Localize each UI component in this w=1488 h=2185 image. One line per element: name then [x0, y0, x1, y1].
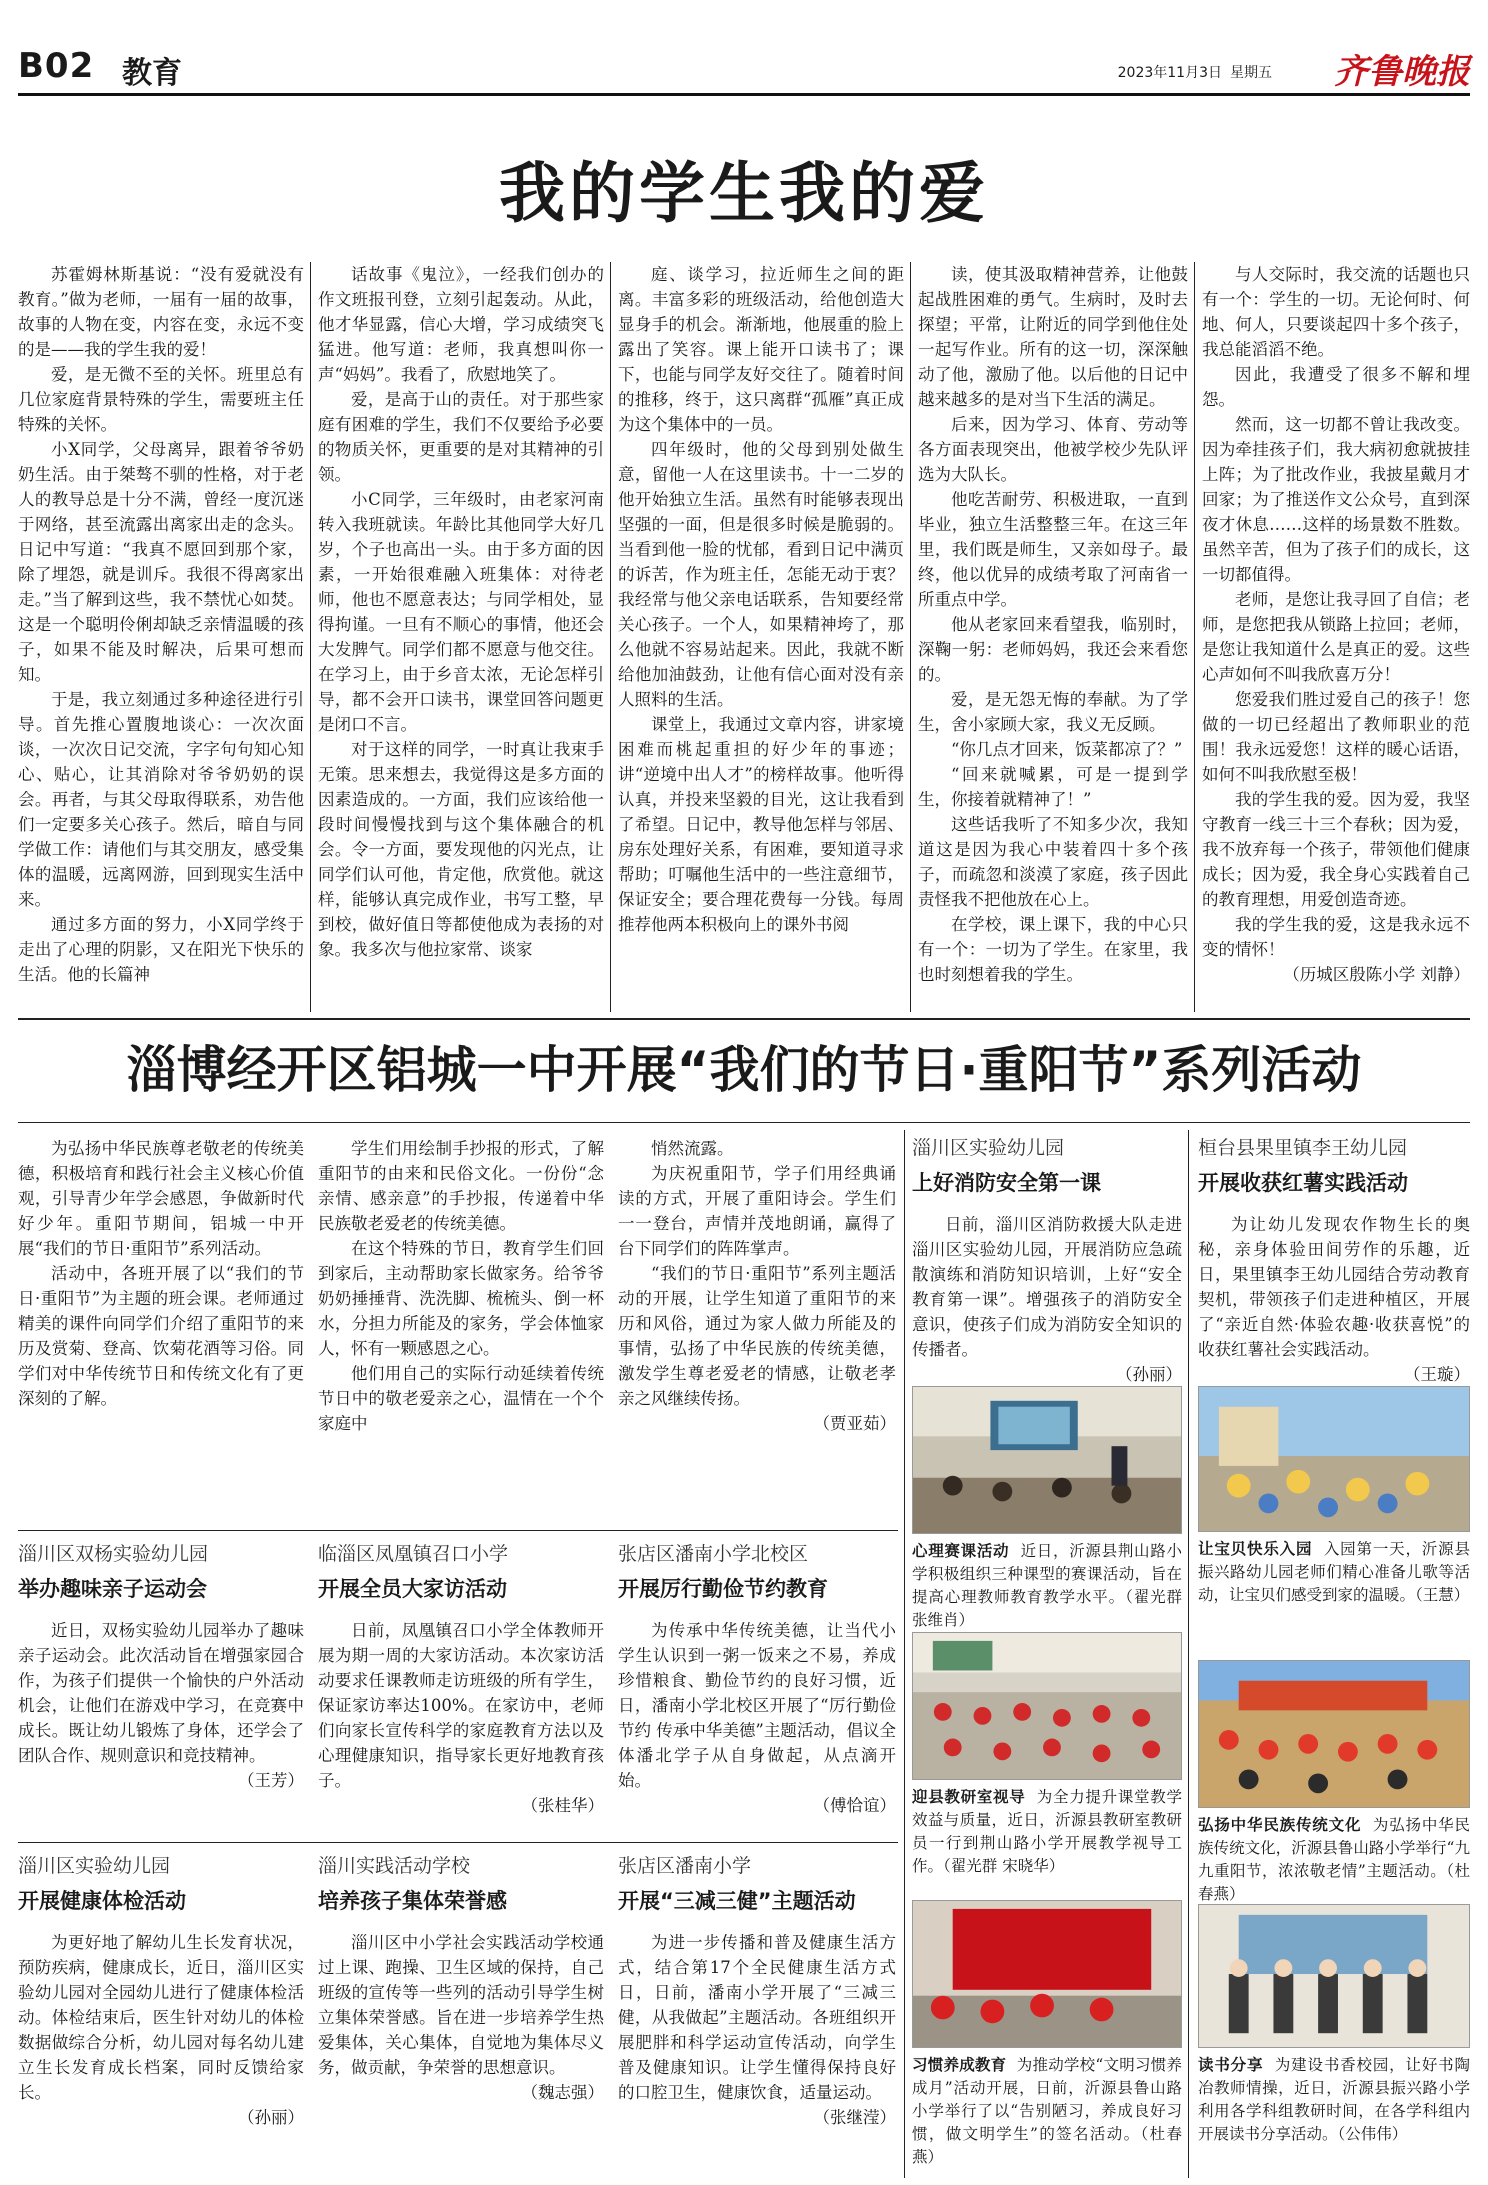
paragraph: 我的学生我的爱。因为爱，我坚守教育一线三十三个春秋；因为爱，我不放弃每一个孩子，带领他们健康成长；因为爱，我全身心实践着自己的教育理想，用爱创造奇迹。 [1202, 790, 1470, 909]
article1-col5 [1202, 262, 1470, 987]
paragraph: 他从老家回来看望我，临别时，深鞠一躬：老师妈妈，我还会来看您的。 [918, 615, 1188, 684]
caption-signature: （王慧） [1415, 1586, 1470, 1604]
caption-title: 习惯养成教育 [912, 2056, 1007, 2074]
paragraph: 小C同学，三年级时，由老家河南转入我班就读。年龄比其他同学大好几岁，个子也高出一头。由于多方面的因素，一开始很难融入班集体：对待老师，他也不愿意表达；与同学相处，显得拘谨。一旦有不顺心的事情，他还会大发脾气。同学们都不愿意与他交往。在学习上，由于乡音太浓，无论怎样引导，都不会开口读书，课堂回答问题更是闭口不言。 [318, 490, 604, 734]
brief-org: 临淄区凤凰镇召口小学 [318, 1543, 509, 1565]
brief-zhaokou-school [318, 1542, 604, 1818]
brief-title: 上好消防安全第一课 [912, 1171, 1101, 1195]
paragraph: 爱，是无微不至的关怀。班里总有几位家庭背景特殊的学生，需要班主任特殊的关怀。 [18, 365, 304, 434]
paragraph: 后来，因为学习、体育、劳动等各方面表现突出，他被学校少先队评选为大队长。 [918, 415, 1188, 484]
caption-habit [912, 2054, 1182, 2169]
section-rule [18, 1122, 1470, 1123]
brief-title: 培养孩子集体荣誉感 [318, 1889, 507, 1913]
article2-signature: （贾亚茹） [813, 1414, 896, 1433]
paragraph: 苏霍姆林斯基说：“没有爱就没有教育。”做为老师，一届有一届的故事，故事的人物在变，内容在变，永远不变的是——我的学生我的爱！ [18, 265, 304, 359]
photo-teaching-inspection [912, 1632, 1182, 1780]
brief-signature: （魏志强） [521, 2083, 604, 2102]
caption-signature: （翟光群 张维肖） [912, 1588, 1182, 1629]
caption-kindergarten [1198, 1538, 1470, 1607]
brief-body: 为传承中华传统美德，让当代小学生认识到一粥一饭来之不易，养成珍惜粮食、勤俭节约的良好习惯，近日，潘南小学北校区开展了“厉行勤俭节约 传承中华美德”主题活动，倡议全体潘北学子从自身做起，从点滴开始。 [618, 1621, 896, 1790]
paragraph: 课堂上，我通过文章内容，讲家境困难而桃起重担的好少年的事迹；讲“逆境中出人才”的榜样故事。他听得认真，并投来坚毅的目光，这让我看到了希望。日记中，教导他怎样与邻居、房东处理好关系，有困难，要知道寻求帮助；叮嘱他生活中的一些注意细节，保证安全；要合理花费每一分钱。每周推荐他两本积极向上的课外书阅 [618, 715, 904, 934]
paragraph: “回来就喊累，可是一提到学生，你接着就精神了！” [918, 765, 1188, 809]
paragraph: 老师，是您让我寻回了自信；老师，是您把我从锁路上拉回；老师，是您让我知道什么是真正的爱。这些心声如何不叫我欣喜万分！ [1202, 590, 1470, 684]
brief-body: 日前，凤凰镇召口小学全体教师开展为期一周的大家访活动。本次家访活动要求任课教师走访班级的所有学生，保证家访率达100%。在家访中，老师们向家长宣传科学的家庭教育方法以及心理健康知识，指导家长更好地教育孩子。 [318, 1621, 604, 1790]
caption-title: 读书分享 [1198, 2056, 1264, 2074]
paragraph: 为庆祝重阳节，学子们用经典诵读的方式，开展了重阳诗会。学生们一一登台，声情并茂地朗诵，赢得了台下同学们的阵阵掌声。 [618, 1164, 896, 1258]
brief-org: 张店区潘南小学 [618, 1855, 752, 1877]
paragraph: 我的学生我的爱，这是我永远不变的情怀！ [1202, 915, 1470, 959]
brief-signature: （王芳） [238, 1771, 304, 1790]
section-rule [18, 1842, 898, 1843]
column-divider [610, 262, 611, 1012]
caption-double-ninth [1198, 1814, 1470, 1906]
brief-body: 日前，淄川区消防救援大队走进淄川区实验幼儿园，开展消防应急疏散演练和消防知识培训，上好“安全教育第一课”。增强孩子的消防安全意识，使孩子们成为消防安全知识的传播者。 [912, 1215, 1182, 1359]
brief-pannan-school [618, 1854, 896, 2130]
brief-signature: （傅恰谊） [813, 1796, 896, 1815]
paragraph: 这些话我听了不知多少次，我知道这是因为我心中装着四十多个孩子，而疏忽和淡漠了家庭，孩子因此责怪我不把他放在心上。 [918, 815, 1188, 909]
section-name: 教育 [122, 56, 182, 91]
column-divider [1188, 1130, 1189, 2178]
brief-title: 开展健康体检活动 [18, 1889, 186, 1913]
brief-signature: （孙丽） [238, 2108, 304, 2127]
caption-title: 弘扬中华民族传统文化 [1198, 1816, 1362, 1834]
photo-kindergarten-entry [1198, 1386, 1470, 1532]
brief-org: 淄川区实验幼儿园 [912, 1137, 1065, 1159]
paragraph: 在学校，课上课下，我的中心只有一个：一切为了学生。在家里，我也时刻想着我的学生。 [918, 915, 1188, 984]
caption-reading [1198, 2054, 1470, 2146]
brief-practice-school [318, 1854, 604, 2105]
article2-col3-body [618, 1136, 896, 1411]
caption-psychology-lesson [912, 1540, 1182, 1632]
brief-org: 淄川区实验幼儿园 [18, 1855, 171, 1877]
paper-logo: 齐鲁晚报 [1334, 52, 1470, 92]
caption-body: 入园第一天，沂源县振兴路幼儿园老师们精心准备儿歌等活动，让宝贝们感受到家的温暖。 [1198, 1540, 1470, 1604]
issue-date: 2023年11月3日 [1117, 65, 1222, 81]
article1-signature: （历城区殷陈小学 刘静） [1283, 965, 1470, 984]
article1-col5-body [1202, 262, 1470, 962]
brief-title: 开展“三减三健”主题活动 [618, 1889, 856, 1913]
column-divider [910, 262, 911, 1012]
brief-org: 张店区潘南小学北校区 [618, 1543, 809, 1565]
photo-reading-share [1198, 1904, 1470, 2048]
brief-signature: （孙丽） [1116, 1365, 1182, 1384]
caption-body: 近日，沂源县荆山路小学积极组织三种课型的赛课活动，旨在提高心理教师教育教学水平。 [912, 1542, 1182, 1606]
photo-classroom-lesson [912, 1386, 1182, 1534]
photo-habit-signing [912, 1900, 1182, 2048]
brief-body: 近日，双杨实验幼儿园举办了趣味亲子运动会。此次活动旨在增强家园合作，为孩子们提供一个愉快的户外活动机会，让他们在游戏中学习，在竞赛中成长。既让幼儿锻炼了身体，还学会了团队合作、规则意识和竞技精神。 [18, 1621, 304, 1765]
paragraph: 为弘扬中华民族尊老敬老的传统美德，积极培育和践行社会主义核心价值观，引导青少年学会感恩，争做新时代好少年。重阳节期间，铝城一中开展“我们的节日·重阳节”系列活动。 [18, 1139, 304, 1258]
brief-pannan-north [618, 1542, 896, 1818]
paragraph: 您爱我们胜过爱自己的孩子！您做的一切已经超出了教师职业的范围！我永远爱您！这样的暖心话语，如何不叫我欣慰至极！ [1202, 690, 1470, 784]
photo-double-ninth [1198, 1660, 1470, 1808]
paragraph: 因此，我遭受了很多不解和埋怨。 [1202, 365, 1470, 409]
caption-signature: （杜春燕） [1198, 1862, 1470, 1903]
paragraph: “我们的节日·重阳节”系列主题活动的开展，让学生知道了重阳节的来历和风俗，通过为家人做力所能及的事情，弘扬了中华民族的传统美德，激发学生尊老爱老的情感，让敬老孝亲之风继续传扬。 [618, 1264, 896, 1408]
article1-col4 [918, 262, 1188, 987]
article2-col3 [618, 1136, 896, 1436]
paragraph: 他吃苦耐劳、积极进取，一直到毕业，独立生活整整三年。在这三年里，我们既是师生，又亲如母子。最终，他以优异的成绩考取了河南省一所重点中学。 [918, 490, 1188, 609]
brief-signature: （张继滢） [813, 2108, 896, 2127]
paragraph: 与人交际时，我交流的话题也只有一个：学生的一切。无论何时、何地、何人，只要谈起四十多个孩子，我总能滔滔不绝。 [1202, 265, 1470, 359]
paragraph: 爱，是无怨无悔的奉献。为了学生，舍小家顾大家，我义无反顾。 [918, 690, 1188, 734]
paragraph: “你几点才回来，饭菜都凉了？” [951, 740, 1183, 759]
paragraph: 小X同学，父母离异，跟着爷爷奶奶生活。由于桀骜不驯的性格，对于老人的教导总是十分不满，曾经一度沉迷于网络，甚至流露出离家出走的念头。日记中写道：“我真不愿回到那个家，除了埋怨，就是训斥。我很不得离家出走。”当了解到这些，我不禁忧心如焚。这是一个聪明伶俐却缺乏亲情温暖的孩子，如果不能及时解决，后果可想而知。 [18, 440, 304, 684]
caption-signature: （公伟伟） [1337, 2125, 1408, 2143]
caption-signature: （翟光群 宋晓华） [943, 1857, 1065, 1875]
brief-org: 桓台县果里镇李王幼儿园 [1198, 1137, 1408, 1159]
brief-title: 开展收获红薯实践活动 [1198, 1171, 1408, 1195]
paragraph: 于是，我立刻通过多种途径进行引导。首先推心置腹地谈心：一次次面谈，一次次日记交流，字字句句知心知心、贴心，让其消除对爷爷奶奶的误会。再者，与其父母取得联系，劝告他们一定要多关心孩子。然后，暗自与同学做工作：请他们与其交朋友，感受集体的温暖，远离网游，回到现实生活中来。 [18, 690, 304, 909]
issue-weekday: 星期五 [1230, 65, 1272, 81]
brief-org: 淄川区双杨实验幼儿园 [18, 1543, 209, 1565]
column-divider [904, 1130, 905, 2178]
section-rule [18, 1018, 1470, 1020]
paragraph: 学生们用绘制手抄报的形式，了解重阳节的由来和民俗文化。一份份“念亲情、感亲意”的手抄报，传递着中华民族敬老爱老的传统美德。 [318, 1139, 604, 1233]
caption-title: 迎县教研室视导 [912, 1788, 1026, 1806]
article1-col2 [318, 262, 604, 962]
caption-body: 为弘扬中华民族传统文化，沂源县鲁山路小学举行“九九重阳节，浓浓敬老情”主题活动。 [1198, 1816, 1470, 1880]
caption-body: 为建设书香校园，让好书陶冶教师情操，近日，沂源县振兴路小学利用各学科组教研时间，在各学科组内开展读书分享活动。 [1198, 2056, 1470, 2143]
caption-inspection [912, 1786, 1182, 1878]
brief-body: 淄川区中小学社会实践活动学校通过上课、跑操、卫生区域的保持，自己班级的宣传等一些列的活动引导学生树立集体荣誉感。旨在进一步培养学生热爱集体，关心集体，自觉地为集体尽义务，做贡献，争荣誉的思想意识。 [318, 1933, 604, 2077]
brief-body: 为更好地了解幼儿生长发育状况，预防疾病，健康成长，近日，淄川区实验幼儿园对全园幼儿进行了健康体检活动。体检结束后，医生针对幼儿的体检数据做综合分析，幼儿园对每名幼儿建立生长发育成长档案，同时反馈给家长。 [18, 1933, 304, 2102]
brief-signature: （王璇） [1404, 1365, 1470, 1384]
paragraph: 读，使其汲取精神营养，让他鼓起战胜困难的勇气。生病时，及时去探望；平常，让附近的同学到他住处一起写作业。所有的这一切，深深触动了他，激励了他。以后他的日记中越来越多的是对当下生活的满足。 [918, 265, 1188, 409]
caption-signature: （杜春燕） [912, 2125, 1182, 2166]
paragraph: 庭、谈学习，拉近师生之间的距离。丰富多彩的班级活动，给他创造大显身手的机会。渐渐地，他展重的脸上露出了笑容。课上能开口读书了；课下，也能与同学友好交往了。随着时间的推移，终于，这只离群“孤雁”真正成为这个集体中的一员。 [618, 265, 904, 434]
brief-zichuan-kindergarten [18, 1854, 304, 2130]
article1-headline: 我的学生我的爱 [499, 155, 989, 232]
paragraph: 悄然流露。 [651, 1139, 734, 1158]
masthead [18, 40, 1470, 96]
caption-body: 为推动学校“文明习惯养成月”活动开展，日前，沂源县鲁山路小学举行了以“告别陋习，养成良好习惯，做文明学生”的签名活动。 [912, 2056, 1182, 2143]
paragraph: 然而，这一切都不曾让我改变。因为牵挂孩子们，我大病初愈就披挂上阵；为了批改作业，我披星戴月才回家；为了推送作文公众号，直到深夜才休息……这样的场景数不胜数。虽然辛苦，但为了孩子们的成长，这一切都值得。 [1202, 415, 1470, 584]
brief-sweet-potato [1198, 1136, 1470, 1387]
caption-body: 为全力提升课堂教学效益与质量，近日，沂源县教研室教研员一行到荆山路小学开展教学视导工作。 [912, 1788, 1182, 1875]
brief-title: 开展厉行勤俭节约教育 [618, 1577, 828, 1601]
brief-fire-safety [912, 1136, 1182, 1387]
article2-col1 [18, 1136, 304, 1411]
paragraph: 通过多方面的努力，小X同学终于走出了心理的阴影，又在阳光下快乐的生活。他的长篇神 [18, 915, 304, 984]
page-number: B02 [18, 46, 95, 86]
caption-title: 让宝贝快乐入园 [1198, 1540, 1313, 1558]
caption-title: 心理赛课活动 [912, 1542, 1010, 1560]
paragraph: 对于这样的同学，一时真让我束手无策。思来想去，我觉得这是多方面的因素造成的。一方面，我们应该给他一段时间慢慢找到与这个集体融合的机会。令一方面，要发现他的闪光点，让同学们认可他，肯定他，欣赏他。就这样，能够认真完成作业，书写工整，早到校，做好值日等都使他成为表扬的对象。我多次与他拉家常、谈家 [318, 740, 604, 959]
paragraph: 活动中，各班开展了以“我们的节日·重阳节”为主题的班会课。老师通过精美的课件向同学们介绍了重阳节的来历及赏菊、登高、饮菊花酒等习俗。同学们对中华传统节日和传统文化有了更深刻的了解。 [18, 1264, 304, 1408]
section-rule [18, 1530, 898, 1531]
paragraph: 四年级时，他的父母到别处做生意，留他一人在这里读书。十一二岁的他开始独立生活。虽然有时能够表现出坚强的一面，但是很多时候是脆弱的。当看到他一脸的忧郁，看到日记中满页的诉苦，作为班主任，怎能无动于衷？我经常与他父亲电话联系，告知要经常关心孩子。一个人，如果精神垮了，那么他就不容易站起来。因此，我就不断给他加油鼓劲，让他有信心面对没有亲人照料的生活。 [618, 440, 904, 709]
paragraph: 爱，是高于山的责任。对于那些家庭有困难的学生，我们不仅要给予必要的物质关怀，更重要的是对其精神的引领。 [318, 390, 604, 484]
brief-title: 开展全员大家访活动 [318, 1577, 507, 1601]
column-divider [310, 262, 311, 1012]
column-divider [1194, 262, 1195, 1012]
paragraph: 话故事《鬼泣》，一经我们创办的作文班报刊登，立刻引起轰动。从此，他才华显露，信心大增，学习成绩突飞猛进。他写道：老师，我真想叫你一声“妈妈”。我看了，欣慰地笑了。 [318, 265, 604, 384]
article1-col1 [18, 262, 304, 987]
brief-org: 淄川实践活动学校 [318, 1855, 471, 1877]
brief-body: 为进一步传播和普及健康生活方式，结合第17个全民健康生活方式日，日前，潘南小学开展了“三减三健，从我做起”主题活动。各班组织开展肥胖和科学运动宣传活动，向学生普及健康知识。让学生懂得保持良好的口腔卫生，健康饮食，适量运动。 [618, 1933, 896, 2102]
brief-title: 举办趣味亲子运动会 [18, 1577, 207, 1601]
article2-headline: 淄博经开区铝城一中开展“我们的节日·重阳节”系列活动 [126, 1041, 1362, 1099]
paragraph: 他们用自己的实际行动延续着传统节日中的敬老爱亲之心，温情在一个个家庭中 [318, 1364, 604, 1433]
article2-col2 [318, 1136, 604, 1436]
brief-signature: （张桂华） [521, 1796, 604, 1815]
article1-col3 [618, 262, 904, 937]
brief-body: 为让幼儿发现农作物生长的奥秘，亲身体验田间劳作的乐趣，近日，果里镇李王幼儿园结合劳动教育契机，带领孩子们走进种植区，开展了“亲近自然·体验农趣·收获喜悦”的收获红薯社会实践活动。 [1198, 1215, 1470, 1359]
paragraph: 在这个特殊的节日，教育学生们回到家后，主动帮助家长做家务。给爷爷奶奶捶捶背、洗洗脚、梳梳头、倒一杯水，分担力所能及的家务，学会体恤家人，怀有一颗感恩之心。 [318, 1239, 604, 1358]
brief-double-poplar [18, 1542, 304, 1793]
